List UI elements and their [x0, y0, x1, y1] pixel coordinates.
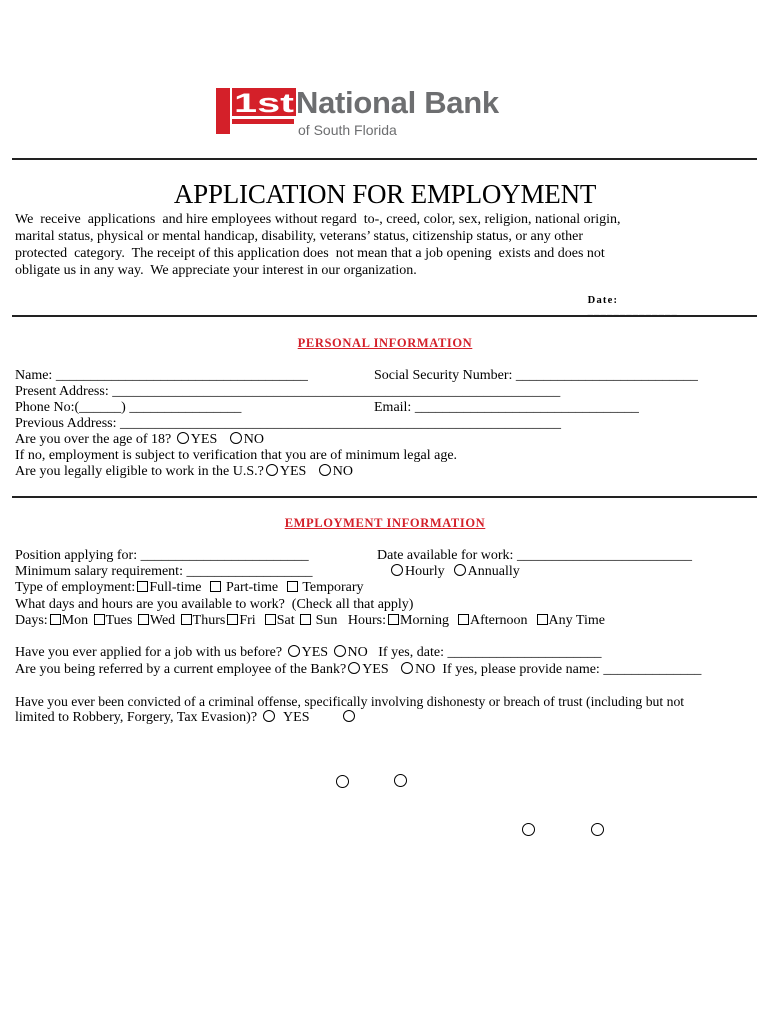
logo-brand-name: National Bank: [296, 85, 499, 120]
hour-morning-checkbox[interactable]: [388, 614, 399, 625]
referred-no-radio[interactable]: [401, 662, 413, 674]
hourly-label: Hourly: [405, 564, 445, 579]
page-title: APPLICATION FOR EMPLOYMENT: [173, 179, 597, 209]
stray-radio-3[interactable]: [522, 823, 535, 836]
salary-row: [15, 564, 312, 580]
conviction-row: [15, 710, 357, 726]
day-thurs-checkbox[interactable]: [181, 614, 192, 625]
hour-afternoon-checkbox[interactable]: [458, 614, 469, 625]
day-sun-label: Sun: [315, 613, 338, 628]
stray-radio-1[interactable]: [336, 775, 349, 788]
referred-row: [15, 662, 701, 678]
position-field[interactable]: ________________________: [140, 548, 309, 563]
if-yes-date-label: If yes, date:: [378, 645, 444, 660]
eligible-yes-radio[interactable]: [266, 464, 278, 476]
age-no-label: NO: [243, 432, 264, 447]
day-mon-checkbox[interactable]: [50, 614, 61, 625]
stray-radio-4[interactable]: [591, 823, 604, 836]
conviction-question: limited to Robbery, Forgery, Tax Evasion)?: [15, 710, 258, 725]
applied-yes-radio[interactable]: [288, 645, 300, 657]
phone-row: [15, 400, 241, 416]
eligible-no-label: NO: [332, 464, 354, 479]
applied-no-label: NO: [347, 645, 368, 660]
full-time-label: Full-time: [149, 580, 202, 595]
referred-yes-radio[interactable]: [348, 662, 360, 674]
date-row: [580, 284, 678, 317]
email-label: Email:: [374, 400, 412, 415]
date-available-field[interactable]: _________________________: [516, 548, 692, 563]
phone-label: Phone No:(: [15, 400, 80, 415]
employment-heading: EMPLOYMENT INFORMATION: [284, 516, 486, 530]
full-time-checkbox[interactable]: [137, 581, 148, 592]
intro-line-4: obligate us in any way. We appreciate your interest in our organization.: [15, 263, 417, 278]
bank-logo: [214, 86, 559, 142]
phone-field[interactable]: ________________: [129, 400, 242, 415]
age-no-radio[interactable]: [230, 432, 242, 444]
previous-address-field[interactable]: _______________________________________________________________: [120, 416, 561, 431]
ssn-row: [374, 368, 698, 384]
previous-address-row: [15, 416, 561, 432]
salary-field[interactable]: __________________: [186, 564, 313, 579]
if-yes-name-label: If yes, please provide name:: [442, 662, 600, 677]
name-field[interactable]: ____________________________________: [55, 368, 308, 383]
hour-anytime-label: Any Time: [548, 613, 605, 628]
age-row: [15, 432, 264, 448]
logo-brand-sub: of South Florida: [298, 122, 397, 138]
present-address-label: Present Address:: [15, 384, 109, 399]
temporary-checkbox[interactable]: [287, 581, 298, 592]
pay-basis-row: [389, 564, 520, 580]
day-thurs-label: Thurs: [192, 613, 226, 628]
days-question: What days and hours are you available to work? (Check all that apply): [15, 597, 414, 612]
referred-question: Are you being referred by a current employee of the Bank?: [15, 662, 347, 677]
ssn-field[interactable]: __________________________: [515, 368, 698, 383]
phone-close-paren: ): [121, 400, 126, 415]
day-tues-checkbox[interactable]: [94, 614, 105, 625]
hour-afternoon-label: Afternoon: [470, 613, 528, 628]
days-row: [15, 613, 605, 629]
logo-red-bar: [232, 119, 294, 124]
day-sat-label: Sat: [276, 613, 295, 628]
day-tues-label: Tues: [105, 613, 133, 628]
section-rule-1: [12, 315, 757, 317]
hour-anytime-checkbox[interactable]: [537, 614, 548, 625]
previous-address-label: Previous Address:: [15, 416, 117, 431]
conviction-yes-label: YES: [283, 710, 310, 725]
conviction-yes-radio[interactable]: [263, 710, 275, 722]
age-yes-label: YES: [190, 432, 218, 447]
stray-radio-2[interactable]: [394, 774, 407, 787]
part-time-checkbox[interactable]: [210, 581, 221, 592]
age-note: If no, employment is subject to verification that you are of minimum legal age.: [15, 448, 458, 463]
eligible-question: Are you legally eligible to work in the U.S.?: [15, 464, 264, 479]
day-wed-label: Wed: [149, 613, 176, 628]
hour-morning-label: Morning: [400, 613, 449, 628]
day-sun-checkbox[interactable]: [300, 614, 311, 625]
referred-no-label: NO: [415, 662, 436, 677]
temporary-label: Temporary: [302, 580, 364, 595]
date-available-label: Date available for work:: [377, 548, 514, 563]
applied-question: Have you ever applied for a job with us before?: [15, 645, 283, 660]
intro-line-2: marital status, physical or mental handicap, disability, veterans’ status, citizenship status, or any other: [15, 229, 584, 244]
eligible-yes-label: YES: [279, 464, 307, 479]
personal-heading: PERSONAL INFORMATION: [297, 336, 473, 350]
applied-row: [15, 645, 601, 661]
applied-yes-label: YES: [301, 645, 329, 660]
logo-mark-icon: [214, 86, 296, 142]
date-field[interactable]: ______________: [587, 306, 678, 317]
day-mon-label: Mon: [61, 613, 89, 628]
section-rule-2: [12, 496, 757, 498]
email-row: [374, 400, 639, 416]
eligible-no-radio[interactable]: [319, 464, 331, 476]
position-row: [15, 548, 309, 564]
header-rule: [12, 158, 757, 160]
present-address-row: [15, 384, 560, 400]
logo-mark-text: 1st: [234, 88, 295, 118]
phone-area-field[interactable]: ______: [79, 400, 122, 415]
intro-line-3: protected category. The receipt of this application does not mean that a job opening exists and does not: [15, 246, 605, 261]
day-fri-label: Fri: [239, 613, 256, 628]
applied-no-radio[interactable]: [334, 645, 346, 657]
eligible-row: [15, 464, 353, 480]
date-label: Date:: [587, 295, 619, 306]
annually-label: Annually: [467, 564, 520, 579]
day-sat-checkbox[interactable]: [265, 614, 276, 625]
age-yes-radio[interactable]: [177, 432, 189, 444]
name-label: Name:: [15, 368, 53, 383]
hours-label: Hours:: [347, 613, 386, 628]
date-available-row: [377, 548, 692, 564]
position-label: Position applying for:: [15, 548, 138, 563]
annually-radio[interactable]: [454, 564, 466, 576]
day-wed-checkbox[interactable]: [138, 614, 149, 625]
type-row: [15, 580, 364, 596]
hourly-radio[interactable]: [391, 564, 403, 576]
email-field[interactable]: ________________________________: [414, 400, 639, 415]
if-yes-name-field[interactable]: ______________: [603, 662, 702, 677]
age-question: Are you over the age of 18?: [15, 432, 172, 447]
type-label: Type of employment:: [15, 580, 136, 595]
conviction-line-1: Have you ever been convicted of a criminal offense, specifically involving dishonesty or breach of trust (including but not: [15, 694, 685, 709]
ssn-label: Social Security Number:: [374, 368, 513, 383]
intro-line-1: We receive applications and hire employees without regard to-, creed, color, sex, religion, national origin,: [15, 212, 621, 227]
conviction-no-radio[interactable]: [343, 710, 355, 722]
day-fri-checkbox[interactable]: [227, 614, 238, 625]
name-row: [15, 368, 308, 384]
days-label: Days:: [15, 613, 48, 628]
referred-yes-label: YES: [362, 662, 389, 677]
if-yes-date-field[interactable]: ______________________: [447, 645, 602, 660]
part-time-label: Part-time: [225, 580, 279, 595]
salary-label: Minimum salary requirement:: [15, 564, 183, 579]
present-address-field[interactable]: ________________________________________________________________: [112, 384, 561, 399]
